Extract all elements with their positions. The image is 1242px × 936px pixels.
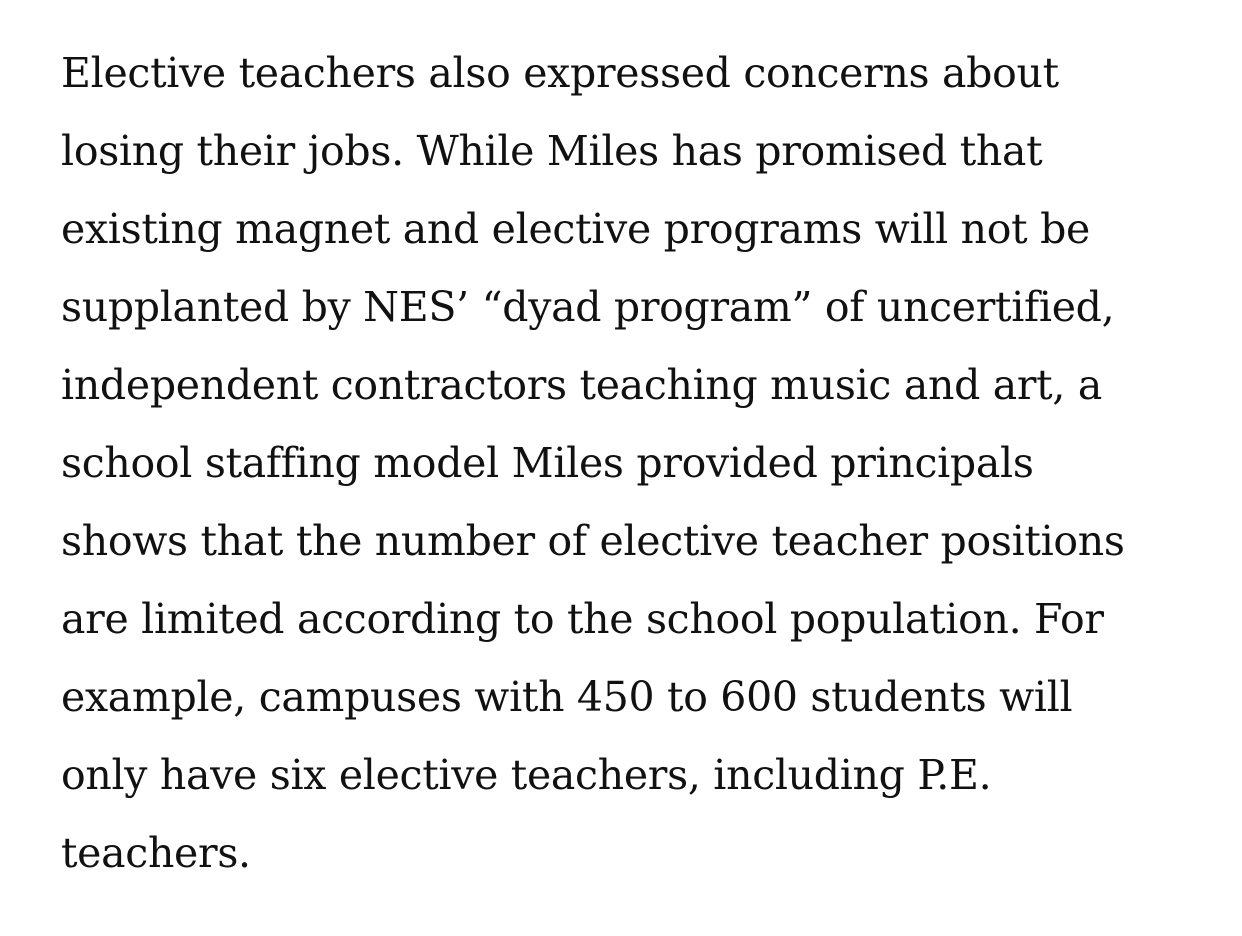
paragraph-line: Elective teachers also expressed concerns about bbox=[61, 49, 1059, 97]
article-body bbox=[61, 34, 1191, 892]
paragraph-line: existing magnet and elective programs will not be bbox=[61, 205, 1090, 253]
paragraph-line: shows that the number of elective teacher positions bbox=[61, 517, 1125, 565]
paragraph-line: example, campuses with 450 to 600 students will bbox=[61, 673, 1073, 721]
paragraph-line: independent contractors teaching music and art, a bbox=[61, 361, 1102, 409]
paragraph-line: are limited according to the school population. For bbox=[61, 595, 1104, 643]
paragraph-line: only have six elective teachers, including P.E. bbox=[61, 751, 992, 799]
paragraph-line: supplanted by NES’ “dyad program” of uncertified, bbox=[61, 283, 1115, 331]
paragraph-line: losing their jobs. While Miles has promised that bbox=[61, 127, 1043, 175]
paragraph-line: teachers. bbox=[61, 829, 251, 877]
article-paragraph bbox=[61, 34, 1191, 892]
paragraph-line: school staffing model Miles provided principals bbox=[61, 439, 1034, 487]
